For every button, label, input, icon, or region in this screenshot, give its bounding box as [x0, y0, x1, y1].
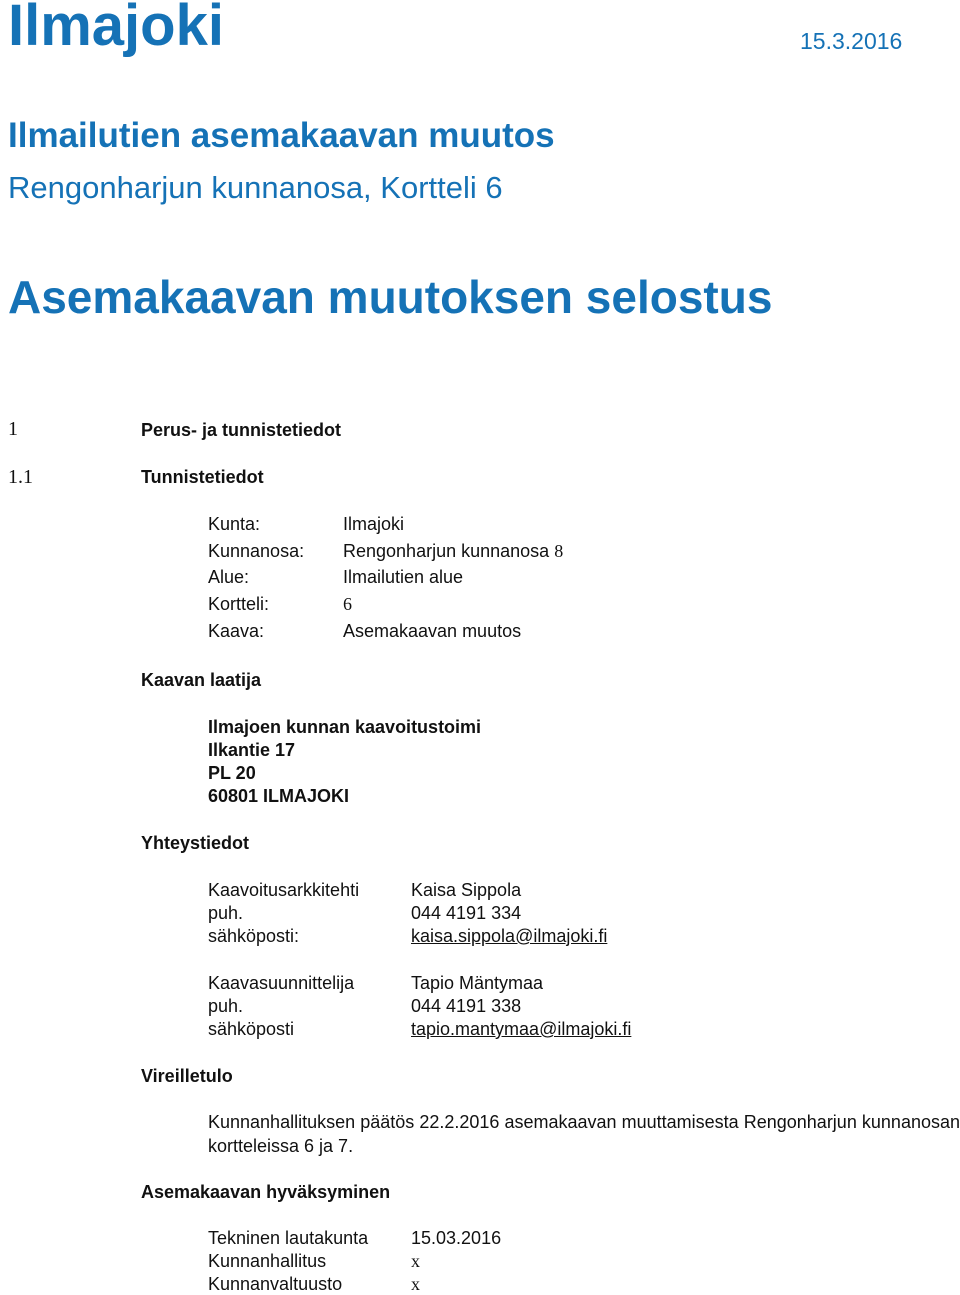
architect-name: Kaisa Sippola [411, 880, 522, 900]
vireilletulo-text: Kunnanhallituksen päätös 22.2.2016 asemakaavan muuttamisesta Rengonharjun kunnanosan kortteleissa 6 ja 7. [208, 1112, 960, 1156]
kaava-label: Kaava: [208, 621, 265, 641]
architect-email-label: sähköposti: [208, 926, 300, 946]
section-1-1-number: 1.1 [8, 466, 33, 488]
kaava-value: Asemakaavan muutos [343, 621, 522, 641]
planner-role: Kaavasuunnittelija [208, 973, 355, 993]
approval-value: 15.03.2016 [411, 1228, 502, 1248]
approval-body: Tekninen lautakunta [208, 1228, 369, 1248]
laatija-postcode: 60801 ILMAJOKI [208, 786, 350, 806]
contacts-heading: Yhteystiedot [141, 833, 250, 853]
document-heading: Asemakaavan muutoksen selostus [8, 271, 773, 323]
planner-phone-label: puh. [208, 996, 244, 1016]
laatija-pobox: PL 20 [208, 763, 256, 783]
alue-value: Ilmailutien alue [343, 567, 464, 587]
kunnanosa-number: 8 [554, 541, 564, 561]
kunnanosa-label: Kunnanosa: [208, 541, 305, 561]
architect-email-link[interactable]: kaisa.sippola@ilmajoki.fi [411, 926, 608, 946]
planner-name: Tapio Mäntymaa [411, 973, 544, 993]
plan-subtitle: Rengonharjun kunnanosa, Kortteli 6 [8, 170, 503, 205]
architect-role: Kaavoitusarkkitehti [208, 880, 360, 900]
document-title: Ilmajoki [8, 0, 224, 58]
section-1-number: 1 [8, 418, 18, 440]
kunnanosa-name: Rengonharjun kunnanosa [343, 541, 550, 561]
kunnanosa-value [343, 541, 563, 562]
laatija-street: Ilkantie 17 [208, 740, 296, 760]
kunta-value: Ilmajoki [343, 514, 405, 534]
approval-body: Kunnanvaltuusto [208, 1274, 343, 1294]
approval-body: Kunnanhallitus [208, 1251, 327, 1271]
architect-phone-label: puh. [208, 903, 244, 923]
laatija-heading: Kaavan laatija [141, 670, 262, 690]
planner-phone: 044 4191 338 [411, 996, 522, 1016]
alue-label: Alue: [208, 567, 250, 587]
approval-value: x [411, 1251, 420, 1271]
plan-title: Ilmailutien asemakaavan muutos [8, 116, 555, 155]
document-date: 15.3.2016 [800, 28, 903, 54]
section-1-1-title: Tunnistetiedot [141, 467, 264, 487]
approval-heading: Asemakaavan hyväksyminen [141, 1182, 391, 1202]
approval-value: x [411, 1274, 420, 1294]
kortteli-label: Kortteli: [208, 594, 270, 614]
section-1-title: Perus- ja tunnistetiedot [141, 420, 342, 440]
kunta-label: Kunta: [208, 514, 261, 534]
vireilletulo-heading: Vireilletulo [141, 1066, 233, 1086]
architect-phone: 044 4191 334 [411, 903, 522, 923]
kortteli-value: 6 [343, 594, 352, 614]
laatija-organization: Ilmajoen kunnan kaavoitustoimi [208, 717, 482, 737]
planner-email-label: sähköposti [208, 1019, 295, 1039]
planner-email-link[interactable]: tapio.mantymaa@ilmajoki.fi [411, 1019, 632, 1039]
